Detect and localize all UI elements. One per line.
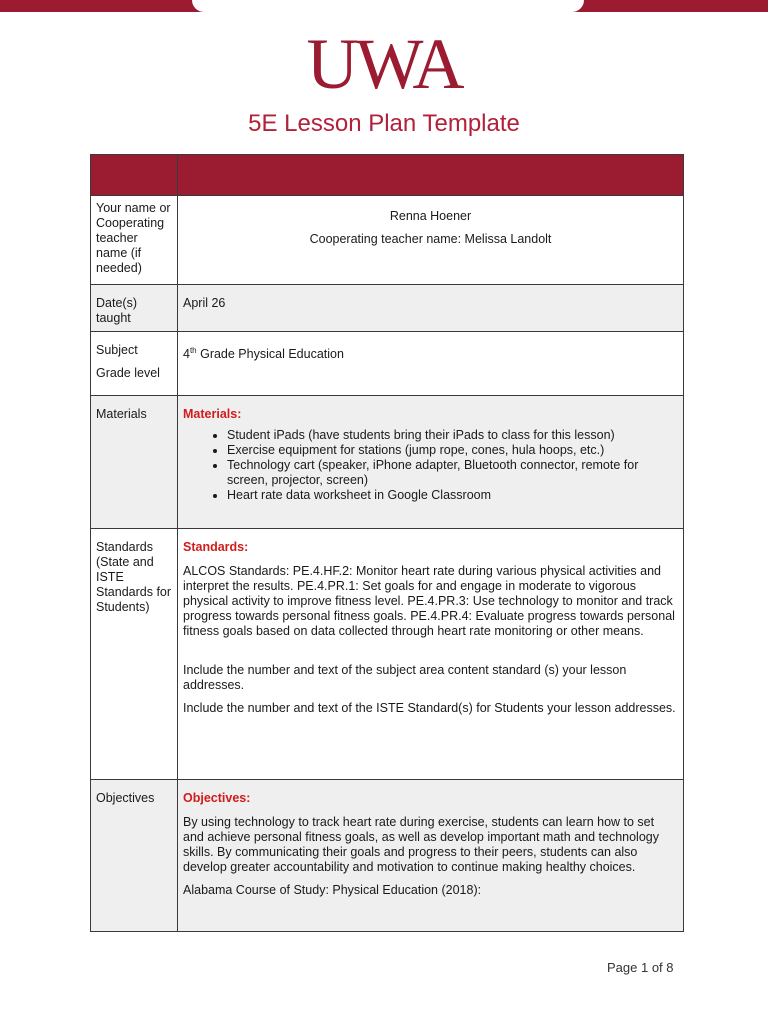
teacher-name: Renna Hoener — [389, 209, 472, 223]
label-grade: Grade level — [96, 366, 160, 380]
materials-list — [183, 428, 678, 503]
grade-suffix: th — [189, 346, 197, 355]
uwa-logo: UWA — [306, 24, 462, 104]
label-subject: Subject — [96, 343, 138, 357]
standards-note-content: Include the number and text of the subject area content standard (s) your lesson addresses. — [183, 663, 627, 692]
row-label-subject — [91, 332, 178, 396]
objectives-text: By using technology to track heart rate during exercise, students can learn how to set and achieve personal fitness goals, as well as develop important math and technology skills. By communicating their goals and progress to their peers, students can also develop greater accountability and motivation to continue making healthy choices. — [183, 815, 659, 874]
list-item: • Student iPads (have students bring their iPads to class for this lesson) — [227, 428, 678, 443]
page-number: Page 1 of 8 — [607, 960, 674, 975]
table-row-name — [91, 196, 684, 285]
row-label-standards: Standards (State and ISTE Standards for Students) — [91, 529, 178, 780]
row-value-date: April 26 — [178, 285, 684, 332]
list-item: • Heart rate data worksheet in Google Classroom — [227, 488, 678, 503]
cooperating-teacher: Cooperating teacher name: Melissa Landolt — [309, 232, 552, 246]
standards-heading: Standards: — [183, 540, 249, 554]
row-value-objectives — [178, 780, 684, 932]
header-cell-left — [91, 155, 178, 196]
list-item: • Technology cart (speaker, iPhone adapter, Bluetooth connector, remote for screen, projector, screen) — [227, 458, 678, 488]
top-band-notch — [192, 0, 584, 12]
table-row-subject — [91, 332, 684, 396]
table-row-materials — [91, 396, 684, 529]
row-value-materials — [178, 396, 684, 529]
row-label-objectives: Objectives — [91, 780, 178, 932]
row-value-name — [178, 196, 684, 285]
row-value-subject — [178, 332, 684, 396]
grade-number: 4 — [183, 347, 190, 362]
list-item: • Exercise equipment for stations (jump rope, cones, hula hoops, etc.) — [227, 443, 678, 458]
table-row-date — [91, 285, 684, 332]
objectives-heading: Objectives: — [183, 791, 251, 805]
lesson-plan-table — [90, 154, 684, 932]
row-label-name: Your name or Cooperating teacher name (if needed) — [91, 196, 178, 285]
materials-heading: Materials: — [183, 407, 242, 421]
page-title: 5E Lesson Plan Template — [248, 110, 520, 137]
standards-text: ALCOS Standards: PE.4.HF.2: Monitor heart rate during various physical activities and interpret the results. PE.4.PR.1: Set goals for and engage in moderate to vigorous physical activity to improve fitness level. PE.4.PR.3: Use technology to monitor and track progress towards personal fitness goals. PE.4.PR.4: Evaluate progress towards personal fitness goals based on data collected through heart rate monitoring or other means. — [183, 564, 675, 638]
table-row-standards — [91, 529, 684, 780]
header-cell-right — [178, 155, 684, 196]
standards-note-iste: Include the number and text of the ISTE Standard(s) for Students your lesson addresses. — [183, 701, 676, 715]
subject-text: Grade Physical Education — [196, 347, 344, 362]
row-label-date: Date(s) taught — [91, 285, 178, 332]
row-label-materials: Materials — [91, 396, 178, 529]
table-row-objectives — [91, 780, 684, 932]
row-value-standards — [178, 529, 684, 780]
table-header-row — [91, 155, 684, 196]
objectives-course: Alabama Course of Study: Physical Education (2018): — [183, 883, 482, 897]
